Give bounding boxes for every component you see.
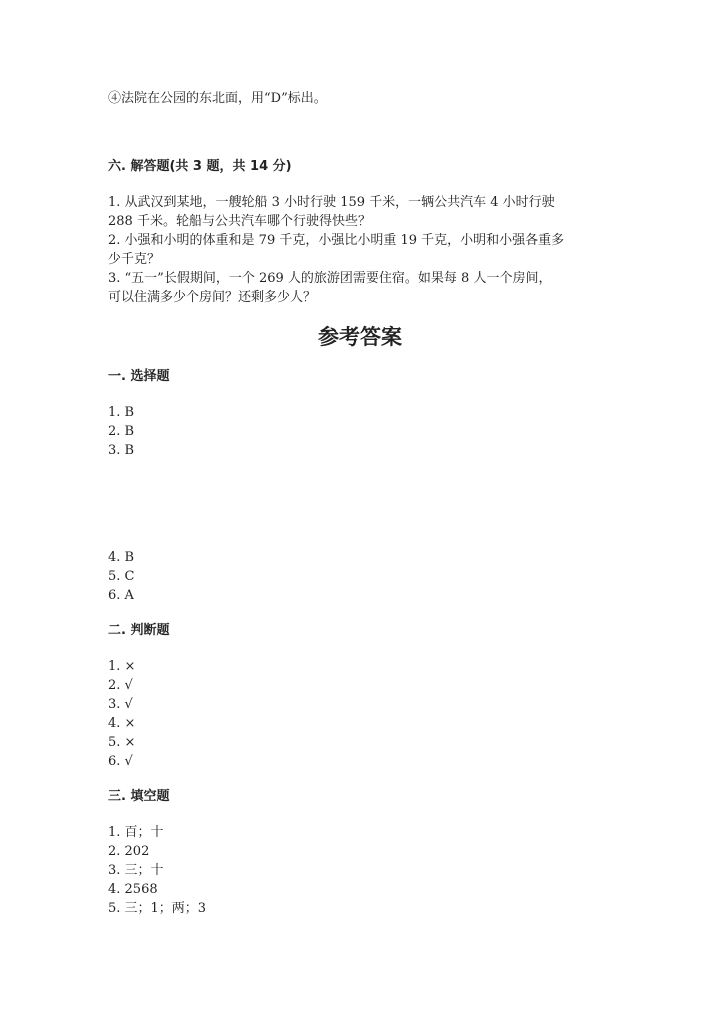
answer-item: 3. 三；十 <box>108 863 164 878</box>
answer-item: 4. 2568 <box>108 882 158 897</box>
solve-question-2-line-2: 少千克？ <box>108 252 161 267</box>
answer-item: 4. × <box>108 716 136 731</box>
answer-item: 6. A <box>108 588 134 603</box>
solve-question-2-line-1: 2. 小强和小明的体重和是 79 千克，小强比小明重 19 千克，小明和小强各重多 <box>108 233 565 248</box>
answer-item: 5. 三；1；两；3 <box>108 901 207 916</box>
solve-question-1-line-2: 288 千米。轮船与公共汽车哪个行驶得快些？ <box>108 214 371 229</box>
question-item-4: ④法院在公园的东北面，用“D”标出。 <box>108 91 327 106</box>
answer-item: 5. C <box>108 569 135 584</box>
answer-item: 1. 百；十 <box>108 825 164 840</box>
answer-item: 2. √ <box>108 678 133 693</box>
answer-item: 2. B <box>108 424 135 439</box>
solve-question-3-line-1: 3. “五一”长假期间，一个 269 人的旅游团需要住宿。如果每 8 人一个房间， <box>108 271 552 286</box>
answer-item: 4. B <box>108 550 135 565</box>
answer-item: 3. B <box>108 443 135 458</box>
answer-item: 6. √ <box>108 754 133 769</box>
answer-item: 1. × <box>108 659 136 674</box>
answer-item: 1. B <box>108 405 135 420</box>
solve-question-3-line-2: 可以住满多少个房间？还剩多少人？ <box>108 290 317 305</box>
answer-item: 5. × <box>108 735 136 750</box>
section-heading-fill: 三. 填空题 <box>108 789 170 804</box>
answer-item: 2. 202 <box>108 844 150 859</box>
answer-item: 3. √ <box>108 697 133 712</box>
section-heading-choice: 一. 选择题 <box>108 369 170 384</box>
solve-question-1-line-1: 1. 从武汉到某地，一艘轮船 3 小时行驶 159 千米，一辆公共汽车 4 小时行驶 <box>108 195 555 210</box>
answer-key-title: 参考答案 <box>318 325 402 349</box>
section-heading-solve: 六. 解答题(共 3 题，共 14 分) <box>108 159 292 174</box>
section-heading-judge: 二. 判断题 <box>108 623 170 638</box>
